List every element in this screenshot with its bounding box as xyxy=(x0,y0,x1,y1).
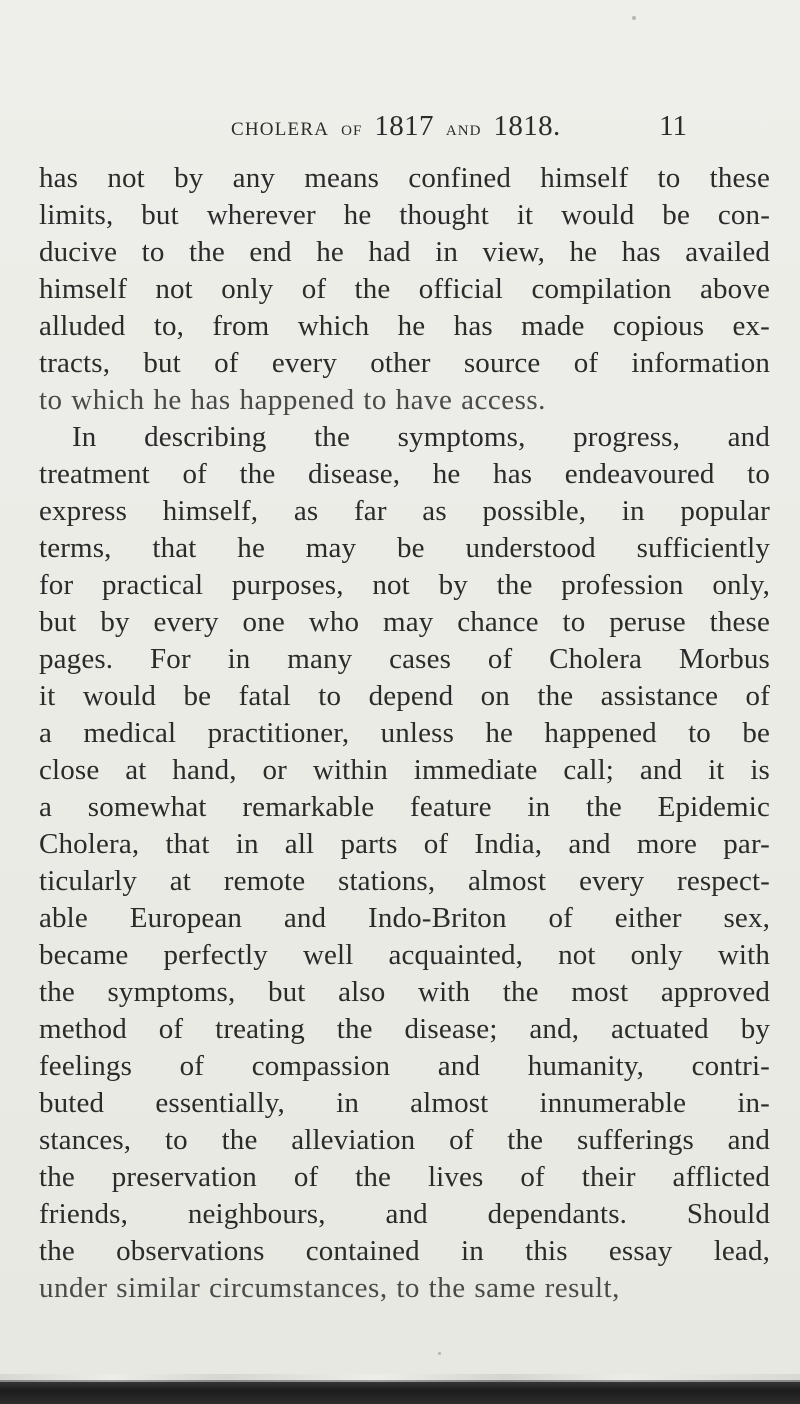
text-line: a somewhat remarkable feature in the Epidemic xyxy=(39,791,770,823)
text-line: treatment of the disease, he has endeavoured to xyxy=(39,458,770,490)
text-line: express himself, as far as possible, in popular xyxy=(39,495,770,527)
stray-dot-bottom xyxy=(438,1352,441,1355)
running-head-year: 1817 xyxy=(374,110,434,142)
text-line: Cholera, that in all parts of India, and more par- xyxy=(39,828,770,860)
text-line: the preservation of the lives of their afflicted xyxy=(39,1161,770,1193)
text-line: tracts, but of every other source of information xyxy=(39,347,770,379)
text-line: friends, neighbours, and dependants. Should xyxy=(39,1198,770,1230)
text-line: but by every one who may chance to peruse these xyxy=(39,606,770,638)
scan-edge-bottom xyxy=(0,1380,800,1404)
text-line: buted essentially, in almost innumerable in- xyxy=(39,1087,770,1119)
text-line: to which he has happened to have access. xyxy=(39,384,546,416)
text-line: feelings of compassion and humanity, contri- xyxy=(39,1050,770,1082)
text-line: close at hand, or within immediate call; and it is xyxy=(39,754,770,786)
text-line: limits, but wherever he thought it would be con- xyxy=(39,199,770,231)
text-line: method of treating the disease; and, actuated by xyxy=(39,1013,770,1045)
running-head-word: OF xyxy=(341,123,363,139)
running-head-word: AND xyxy=(445,123,482,139)
text-line: stances, to the alleviation of the sufferings and xyxy=(39,1124,770,1156)
text-line: ticularly at remote stations, almost every respect- xyxy=(39,865,770,897)
running-head-year: 1818. xyxy=(493,110,561,142)
text-line: for practical purposes, not by the profession only, xyxy=(39,569,770,601)
text-line: the symptoms, but also with the most approved xyxy=(39,976,770,1008)
text-line: has not by any means confined himself to these xyxy=(39,162,770,194)
text-line: it would be fatal to depend on the assistance of xyxy=(39,680,770,712)
body-text xyxy=(39,160,770,1307)
text-line: a medical practitioner, unless he happened to be xyxy=(39,717,770,749)
text-line: pages. For in many cases of Cholera Morbus xyxy=(39,643,770,675)
page-number: 11 xyxy=(659,110,687,142)
text-line: alluded to, from which he has made copious ex- xyxy=(39,310,770,342)
running-head xyxy=(231,110,661,150)
text-line: himself not only of the official compilation above xyxy=(39,273,770,305)
text-line: able European and Indo-Briton of either sex, xyxy=(39,902,770,934)
running-head-word: CHOLERA xyxy=(231,119,330,140)
text-line: the observations contained in this essay lead, xyxy=(39,1235,770,1267)
text-line: In describing the symptoms, progress, and xyxy=(72,421,770,453)
text-line: under similar circumstances, to the same result, xyxy=(39,1272,620,1304)
text-line: terms, that he may be understood sufficiently xyxy=(39,532,770,564)
stray-dot-top-right xyxy=(632,16,636,20)
text-line: ducive to the end he had in view, he has availed xyxy=(39,236,770,268)
text-line: became perfectly well acquainted, not only with xyxy=(39,939,770,971)
